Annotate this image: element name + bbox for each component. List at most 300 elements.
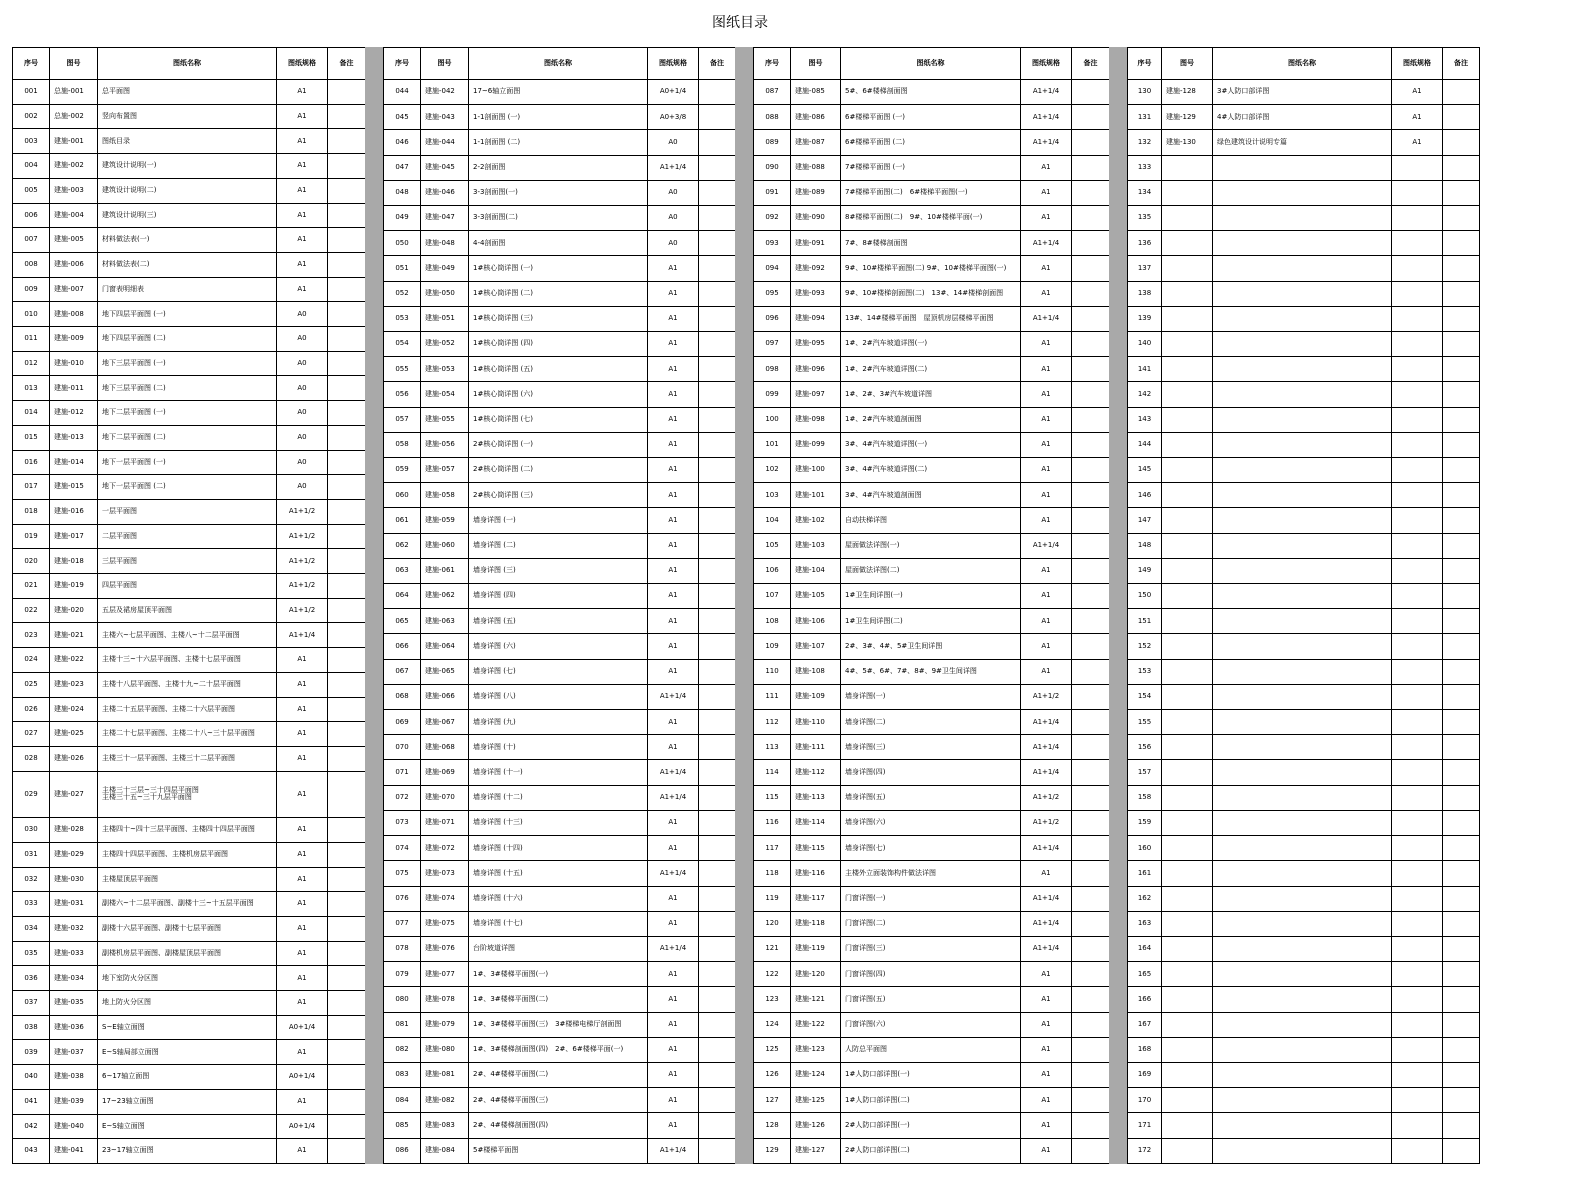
- table-row: [754, 80, 1110, 105]
- cell-name: 墙身详图(七): [841, 836, 1021, 861]
- cell-seq: 004: [13, 154, 50, 179]
- cell-seq: 013: [13, 376, 50, 401]
- cell-note: [699, 458, 736, 483]
- cell-code: 建施-063: [421, 609, 469, 634]
- cell-seq: 165: [1128, 962, 1162, 987]
- cell-code: 建施-006: [50, 252, 98, 277]
- cell-code: 建施-101: [791, 483, 841, 508]
- table-row: [384, 659, 736, 684]
- cell-seq: 037: [13, 991, 50, 1016]
- cell-seq: 053: [384, 306, 421, 331]
- table-row: [384, 508, 736, 533]
- table-row: [754, 911, 1110, 936]
- cell-name: 墙身详图 (十五): [469, 861, 648, 886]
- cell-seq: 129: [754, 1138, 791, 1163]
- cell-size: [1392, 180, 1443, 205]
- cell-name: 建筑设计说明(二): [98, 178, 277, 203]
- cell-note: [1443, 735, 1480, 760]
- cell-note: [1443, 584, 1480, 609]
- cell-note: [1443, 836, 1480, 861]
- cell-size: A1: [648, 256, 699, 281]
- cell-name: [1213, 936, 1392, 961]
- cell-size: A0+1/4: [277, 1065, 328, 1090]
- cell-note: [328, 277, 366, 302]
- table-row: [384, 1012, 736, 1037]
- cell-seq: 113: [754, 735, 791, 760]
- cell-code: 建施-118: [791, 911, 841, 936]
- cell-size: A1+1/4: [277, 623, 328, 648]
- cell-name: 17~23轴立面图: [98, 1089, 277, 1114]
- table-row: [13, 746, 366, 771]
- table-row: [754, 155, 1110, 180]
- table-row: [754, 432, 1110, 457]
- cell-size: A1: [1021, 659, 1072, 684]
- cell-note: [1443, 80, 1480, 105]
- cell-size: [1392, 432, 1443, 457]
- cell-size: A1+1/2: [277, 574, 328, 599]
- cell-note: [1443, 206, 1480, 231]
- cell-name: 2-2剖面图: [469, 155, 648, 180]
- cell-name: 6~17轴立面图: [98, 1065, 277, 1090]
- cell-seq: 137: [1128, 256, 1162, 281]
- table-row: [13, 1015, 366, 1040]
- cell-name: [1213, 861, 1392, 886]
- cell-size: A1: [648, 407, 699, 432]
- cell-code: [1162, 256, 1213, 281]
- cell-seq: 096: [754, 306, 791, 331]
- table-row: [13, 376, 366, 401]
- cell-code: 建施-030: [50, 867, 98, 892]
- cell-code: 总施-002: [50, 104, 98, 129]
- cell-code: [1162, 760, 1213, 785]
- table-row: [384, 987, 736, 1012]
- table-row: [754, 281, 1110, 306]
- cell-code: [1162, 810, 1213, 835]
- cell-seq: 089: [754, 130, 791, 155]
- table-row: [13, 1040, 366, 1065]
- cell-size: A1: [648, 458, 699, 483]
- column-header-name: 图纸名称: [469, 48, 648, 80]
- cell-name: 4#、5#、6#、7#、8#、9#卫生间详图: [841, 659, 1021, 684]
- cell-code: 建施-012: [50, 401, 98, 426]
- cell-seq: 100: [754, 407, 791, 432]
- cell-code: 建施-051: [421, 306, 469, 331]
- cell-code: 建施-029: [50, 842, 98, 867]
- cell-size: A1: [648, 584, 699, 609]
- cell-code: 建施-092: [791, 256, 841, 281]
- cell-name: 2#、4#楼梯平面图(三): [469, 1088, 648, 1113]
- cell-name: 17~6轴立面图: [469, 80, 648, 105]
- table-row: [1128, 281, 1480, 306]
- cell-name: 1#、3#楼梯剖面图(四) 2#、6#楼梯平面(一): [469, 1037, 648, 1062]
- cell-code: 建施-081: [421, 1062, 469, 1087]
- cell-size: A1: [1021, 1138, 1072, 1163]
- cell-size: [1392, 256, 1443, 281]
- cell-seq: 097: [754, 332, 791, 357]
- table-row: [1128, 1113, 1480, 1138]
- table-header-row: [13, 48, 366, 80]
- cell-code: 建施-069: [421, 760, 469, 785]
- cell-size: A1: [648, 483, 699, 508]
- cell-size: A1: [277, 228, 328, 253]
- cell-note: [328, 129, 366, 154]
- cell-size: [1392, 533, 1443, 558]
- table-row: [754, 332, 1110, 357]
- cell-name: 建筑设计说明(一): [98, 154, 277, 179]
- cell-note: [1072, 180, 1110, 205]
- cell-note: [699, 155, 736, 180]
- cell-code: 建施-017: [50, 524, 98, 549]
- cell-seq: 026: [13, 697, 50, 722]
- cell-size: A1+1/4: [1021, 130, 1072, 155]
- cell-note: [699, 1113, 736, 1138]
- cell-name: [1213, 558, 1392, 583]
- cell-seq: 082: [384, 1037, 421, 1062]
- cell-code: 建施-117: [791, 886, 841, 911]
- cell-note: [328, 376, 366, 401]
- cell-code: 建施-076: [421, 936, 469, 961]
- cell-size: A1: [648, 281, 699, 306]
- cell-note: [328, 916, 366, 941]
- cell-size: A1: [1021, 206, 1072, 231]
- cell-note: [328, 966, 366, 991]
- cell-seq: 160: [1128, 836, 1162, 861]
- cell-seq: 003: [13, 129, 50, 154]
- cell-code: [1162, 1113, 1213, 1138]
- cell-name: [1213, 1037, 1392, 1062]
- cell-seq: 050: [384, 231, 421, 256]
- cell-size: A1+1/4: [1021, 105, 1072, 130]
- cell-seq: 005: [13, 178, 50, 203]
- cell-code: 建施-013: [50, 425, 98, 450]
- cell-size: [1392, 886, 1443, 911]
- cell-code: 建施-015: [50, 475, 98, 500]
- cell-note: [1443, 180, 1480, 205]
- cell-seq: 130: [1128, 80, 1162, 105]
- cell-code: 建施-001: [50, 129, 98, 154]
- cell-note: [1072, 155, 1110, 180]
- cell-code: 建施-083: [421, 1113, 469, 1138]
- cell-note: [699, 810, 736, 835]
- cell-code: 建施-040: [50, 1114, 98, 1139]
- cell-name: 3-3剖面图(二): [469, 206, 648, 231]
- cell-code: 建施-057: [421, 458, 469, 483]
- cell-code: 建施-024: [50, 697, 98, 722]
- table-row: [384, 105, 736, 130]
- cell-size: [1392, 1062, 1443, 1087]
- cell-note: [1443, 508, 1480, 533]
- cell-note: [1443, 357, 1480, 382]
- cell-size: A1: [648, 962, 699, 987]
- cell-note: [699, 407, 736, 432]
- cell-code: 建施-110: [791, 710, 841, 735]
- cell-seq: 074: [384, 836, 421, 861]
- cell-name: [1213, 962, 1392, 987]
- cell-name: [1213, 609, 1392, 634]
- cell-size: A1: [1021, 382, 1072, 407]
- cell-code: 建施-114: [791, 810, 841, 835]
- cell-seq: 125: [754, 1037, 791, 1062]
- cell-note: [328, 302, 366, 327]
- table-row: [1128, 785, 1480, 810]
- cell-name: [1213, 483, 1392, 508]
- cell-code: 建施-032: [50, 916, 98, 941]
- cell-name: 门窗详图(二): [841, 911, 1021, 936]
- cell-seq: 076: [384, 886, 421, 911]
- table-row: [13, 672, 366, 697]
- table-row: [1128, 105, 1480, 130]
- cell-size: [1392, 836, 1443, 861]
- table-row: [13, 401, 366, 426]
- cell-note: [699, 558, 736, 583]
- cell-note: [328, 771, 366, 817]
- cell-code: 建施-097: [791, 382, 841, 407]
- cell-name: [1213, 206, 1392, 231]
- cell-note: [699, 962, 736, 987]
- table-row: [13, 524, 366, 549]
- cell-seq: 157: [1128, 760, 1162, 785]
- table-row: [13, 722, 366, 747]
- cell-note: [699, 609, 736, 634]
- cell-name: 1#人防口部详图(一): [841, 1062, 1021, 1087]
- cell-size: A1: [277, 842, 328, 867]
- table-row: [13, 129, 366, 154]
- cell-seq: 123: [754, 987, 791, 1012]
- cell-code: 建施-003: [50, 178, 98, 203]
- cell-note: [699, 987, 736, 1012]
- cell-seq: 047: [384, 155, 421, 180]
- table-row: [384, 80, 736, 105]
- table-row: [13, 499, 366, 524]
- cell-note: [699, 533, 736, 558]
- cell-note: [1072, 1012, 1110, 1037]
- cell-code: [1162, 281, 1213, 306]
- cell-code: 建施-070: [421, 785, 469, 810]
- table-row: [384, 911, 736, 936]
- cell-size: A1: [277, 818, 328, 843]
- cell-code: 建施-122: [791, 1012, 841, 1037]
- table-row: [384, 130, 736, 155]
- cell-name: 1#核心筒详图 (三): [469, 306, 648, 331]
- cell-code: [1162, 836, 1213, 861]
- cell-name: 墙身详图 (六): [469, 634, 648, 659]
- cell-seq: 145: [1128, 458, 1162, 483]
- table-row: [13, 574, 366, 599]
- cell-note: [1072, 609, 1110, 634]
- table-row: [754, 483, 1110, 508]
- cell-name: 4#人防口部详图: [1213, 105, 1392, 130]
- cell-name: 五层及裙房屋顶平面图: [98, 598, 277, 623]
- cell-name: 2#人防口部详图(二): [841, 1138, 1021, 1163]
- table-row: [754, 886, 1110, 911]
- cell-name: 2#、4#楼梯平面图(二): [469, 1062, 648, 1087]
- cell-code: 建施-062: [421, 584, 469, 609]
- table-row: [754, 231, 1110, 256]
- cell-name: 门窗详图(一): [841, 886, 1021, 911]
- cell-name: [1213, 382, 1392, 407]
- cell-note: [1072, 231, 1110, 256]
- cell-name: 主楼三十一层平面图、主楼三十二层平面图: [98, 746, 277, 771]
- cell-code: 建施-094: [791, 306, 841, 331]
- cell-seq: 132: [1128, 130, 1162, 155]
- cell-size: [1392, 810, 1443, 835]
- cell-size: A1+1/4: [648, 785, 699, 810]
- column-header-seq: 序号: [13, 48, 50, 80]
- cell-size: A1+1/4: [1021, 911, 1072, 936]
- cell-note: [699, 1062, 736, 1087]
- cell-seq: 114: [754, 760, 791, 785]
- table-row: [754, 256, 1110, 281]
- cell-code: 建施-128: [1162, 80, 1213, 105]
- cell-code: [1162, 634, 1213, 659]
- cell-code: 建施-049: [421, 256, 469, 281]
- cell-note: [328, 867, 366, 892]
- cell-seq: 139: [1128, 306, 1162, 331]
- cell-note: [328, 648, 366, 673]
- cell-seq: 045: [384, 105, 421, 130]
- cell-seq: 018: [13, 499, 50, 524]
- cell-seq: 042: [13, 1114, 50, 1139]
- cell-size: A1: [648, 987, 699, 1012]
- cell-name: 门窗详图(四): [841, 962, 1021, 987]
- column-header-seq: 序号: [384, 48, 421, 80]
- table-row: [754, 609, 1110, 634]
- table-row: [384, 332, 736, 357]
- cell-seq: 019: [13, 524, 50, 549]
- cell-note: [1072, 584, 1110, 609]
- cell-seq: 073: [384, 810, 421, 835]
- cell-name: 1#、3#楼梯平面图(三) 3#楼梯电梯厅剖面图: [469, 1012, 648, 1037]
- cell-note: [1443, 231, 1480, 256]
- cell-size: A1: [648, 659, 699, 684]
- cell-name: [1213, 634, 1392, 659]
- cell-size: A1: [277, 129, 328, 154]
- column-header-code: 图号: [50, 48, 98, 80]
- cell-note: [1072, 684, 1110, 709]
- cell-code: [1162, 987, 1213, 1012]
- table-row: [1128, 483, 1480, 508]
- cell-size: A1: [277, 771, 328, 817]
- cell-seq: 085: [384, 1113, 421, 1138]
- cell-note: [1443, 987, 1480, 1012]
- cell-code: 建施-053: [421, 357, 469, 382]
- cell-code: 建施-014: [50, 450, 98, 475]
- cell-name: 墙身详图 (二): [469, 533, 648, 558]
- cell-code: 建施-004: [50, 203, 98, 228]
- cell-code: 建施-020: [50, 598, 98, 623]
- cell-size: A1: [648, 735, 699, 760]
- cell-size: A1: [1021, 1012, 1072, 1037]
- cell-note: [328, 697, 366, 722]
- cell-size: A1: [277, 1139, 328, 1164]
- cell-name: S~E轴立面图: [98, 1015, 277, 1040]
- cell-size: [1392, 231, 1443, 256]
- cell-size: A0+1/4: [277, 1015, 328, 1040]
- cell-code: 建施-080: [421, 1037, 469, 1062]
- cell-size: A0: [648, 130, 699, 155]
- cell-code: [1162, 962, 1213, 987]
- cell-seq: 144: [1128, 432, 1162, 457]
- cell-size: [1392, 458, 1443, 483]
- cell-seq: 127: [754, 1088, 791, 1113]
- table-row: [384, 684, 736, 709]
- cell-code: 建施-071: [421, 810, 469, 835]
- table-row: [13, 277, 366, 302]
- table-row: [754, 760, 1110, 785]
- cell-size: A1+1/2: [277, 499, 328, 524]
- cell-code: 建施-109: [791, 684, 841, 709]
- cell-name: 门窗详图(六): [841, 1012, 1021, 1037]
- cell-name: 门窗详图(三): [841, 936, 1021, 961]
- cell-note: [1072, 483, 1110, 508]
- table-row: [384, 710, 736, 735]
- column-header-code: 图号: [1162, 48, 1213, 80]
- cell-size: [1392, 584, 1443, 609]
- cell-note: [699, 684, 736, 709]
- cell-size: [1392, 659, 1443, 684]
- table-row: [384, 861, 736, 886]
- cell-size: A1: [1021, 357, 1072, 382]
- table-row: [754, 861, 1110, 886]
- cell-name: 主楼十三~十六层平面图、主楼十七层平面图: [98, 648, 277, 673]
- cell-size: A1: [1021, 332, 1072, 357]
- cell-code: [1162, 1138, 1213, 1163]
- cell-seq: 001: [13, 80, 50, 105]
- cell-code: [1162, 1088, 1213, 1113]
- table-row: [754, 357, 1110, 382]
- cell-note: [699, 382, 736, 407]
- table-row: [754, 180, 1110, 205]
- cell-seq: 107: [754, 584, 791, 609]
- cell-name: 3#、4#汽车坡道详图(一): [841, 432, 1021, 457]
- table-row: [754, 458, 1110, 483]
- cell-seq: 093: [754, 231, 791, 256]
- cell-name: 1#、3#楼梯平面图(二): [469, 987, 648, 1012]
- cell-code: 建施-099: [791, 432, 841, 457]
- table-row: [384, 584, 736, 609]
- cell-seq: 087: [754, 80, 791, 105]
- cell-name: 1#核心筒详图 (六): [469, 382, 648, 407]
- cell-code: [1162, 659, 1213, 684]
- table-row: [13, 549, 366, 574]
- cell-name: 13#、14#楼梯平面图 屋顶机房层楼梯平面图: [841, 306, 1021, 331]
- cell-code: 建施-121: [791, 987, 841, 1012]
- cell-note: [699, 911, 736, 936]
- cell-name: 主楼屋顶层平面图: [98, 867, 277, 892]
- cell-code: 建施-019: [50, 574, 98, 599]
- cell-note: [328, 549, 366, 574]
- cell-size: A1: [1021, 256, 1072, 281]
- cell-code: [1162, 155, 1213, 180]
- table-row: [754, 508, 1110, 533]
- cell-size: A0+1/4: [277, 1114, 328, 1139]
- cell-size: A1: [648, 1037, 699, 1062]
- table-header-row: [754, 48, 1110, 80]
- table-row: [384, 180, 736, 205]
- cell-seq: 060: [384, 483, 421, 508]
- cell-seq: 039: [13, 1040, 50, 1065]
- table-row: [13, 203, 366, 228]
- cell-size: [1392, 306, 1443, 331]
- cell-code: 建施-007: [50, 277, 98, 302]
- table-row: [1128, 382, 1480, 407]
- cell-name: 副楼机房层平面图、副楼屋顶层平面图: [98, 941, 277, 966]
- cell-seq: 031: [13, 842, 50, 867]
- cell-note: [1443, 936, 1480, 961]
- cell-seq: 016: [13, 450, 50, 475]
- table-row: [384, 432, 736, 457]
- cell-seq: 052: [384, 281, 421, 306]
